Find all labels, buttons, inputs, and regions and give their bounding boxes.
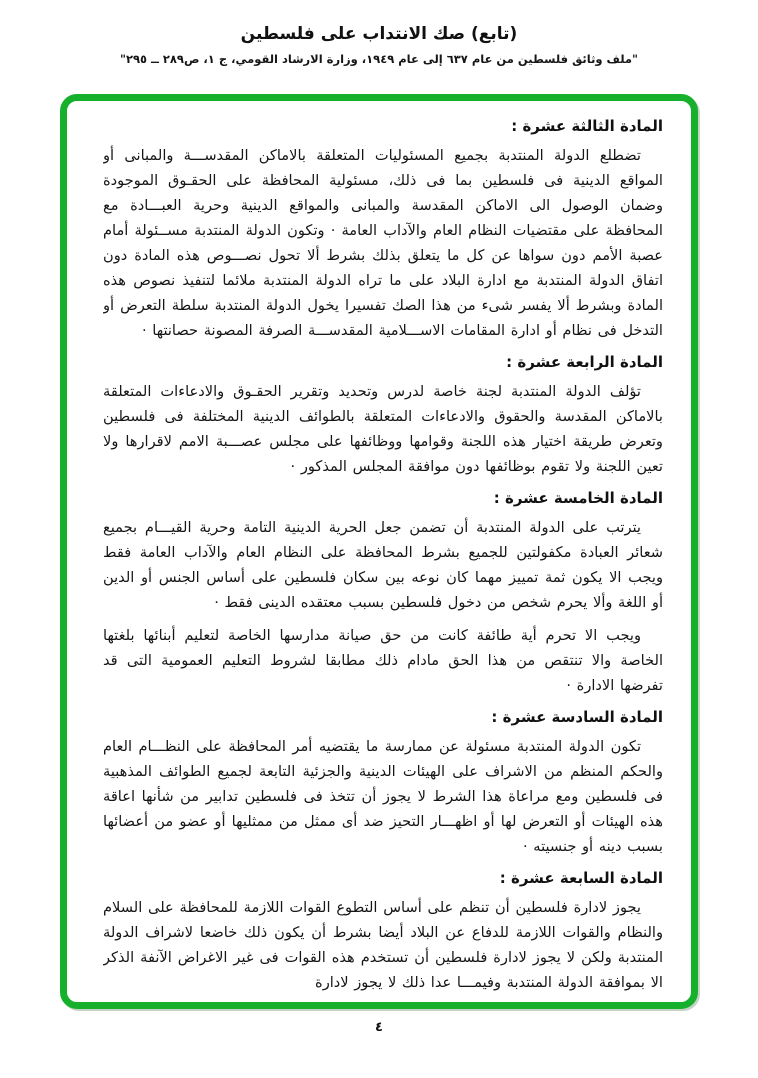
page-header — [0, 24, 758, 66]
document-body — [103, 113, 663, 996]
article-paragraph: تضطلع الدولة المنتدبة بجميع المسئوليات المتعلقة بالاماكن المقدســـة والمبانى أو المواقع الدينية فى فلسطين بما فى ذلك، مسئولية المحافظة على الحقـوق الموجودة وضمان الوصول الى الاماكن المقدسة والمبانى والمواقع الدينية وحرية العبـــادة مع المحافظة على مقتضيات النظام العام والآداب العامة · وتكون الدولة المنتدبة مســئولة أمام عصبة الأمم دون سواها عن كل ما يتعلق بذلك بشرط ألا تحول نصـــوص هذه المادة دون اتفاق الدولة المنتدبة مع ادارة البلاد على ما تراه الدولة المنتدبة ملائما لتنفيذ نصوص هذه المادة وبشرط ألا يفسر شىء من هذا الصك تفسيرا يخول الدولة المنتدبة سلطة التعرض أو التدخل فى نظام أو ادارة المقامات الاســـلامية المقدســـة الصرفة المصونة حصانتها · — [103, 147, 663, 339]
document-border-frame — [60, 94, 698, 1009]
article-heading: المادة السادسة عشرة : — [491, 708, 663, 726]
article-paragraph: يجوز لادارة فلسطين أن تنظم على أساس التطوع القوات اللازمة للمحافظة على السلام والنظام والقوات اللازمة للدفاع عن البلاد أيضا بشرط أن يكون ذلك خاضعا لاشراف الدولة المنتدبة ولكن لا يجوز لادارة فلسطين أن تستخدم هذه القوات فى غير الاغراض الآنفة الذكر الا بموافقة الدولة المنتدبة وفيمـــا عدا ذلك لا يجوز لادارة — [103, 899, 663, 991]
article-section — [103, 489, 663, 698]
article-section — [103, 353, 663, 479]
page-number: ٤ — [375, 1020, 383, 1035]
article-paragraph: يترتب على الدولة المنتدبة أن تضمن جعل الحرية الدينية التامة وحرية القيـــام بجميع شعائر العبادة مكفولتين للجميع بشرط المحافظة على النظام العام والآداب العامة فقط ويجب الا يكون ثمة تمييز مهما كان نوعه بين سكان فلسطين على أساس الجنس أو الدين أو اللغة وألا يحرم شخص من دخول فلسطين بسبب معتقده الدينى فقط · — [103, 519, 663, 611]
article-paragraphs — [103, 379, 663, 479]
article-paragraphs — [103, 515, 663, 698]
article-paragraph: ويجب الا تحرم أية طائفة كانت من حق صيانة مدارسها الخاصة لتعليم أبنائها بلغتها الخاصة والا تنتقص من هذا الحق مادام ذلك مطابقا لشروط التعليم العمومية التى قد تفرضها الادارة · — [103, 627, 663, 694]
article-paragraph: تؤلف الدولة المنتدبة لجنة خاصة لدرس وتحديد وتقرير الحقـوق والادعاءات المتعلقة بالاماكن المقدسة والحقوق والادعاءات المتعلقة بالطوائف الدينية المختلفة فى فلسطين وتعرض طريقة اختيار هذه اللجنة وقوامها ووظائفها على مجلس عصـــبة الامم لاقرارها ولا تعين اللجنة ولا تقوم بوظائفها دون موافقة المجلس المذكور · — [103, 383, 663, 475]
source-citation: "ملف وثائق فلسطين من عام ٦٣٧ إلى عام ١٩٤٩، وزارة الارشاد القومي، ج ١، ص٢٨٩ ــ ٢٩٥" — [119, 52, 639, 66]
articles — [103, 117, 663, 995]
article-section — [103, 708, 663, 859]
article-paragraphs — [103, 734, 663, 859]
article-heading: المادة الرابعة عشرة : — [506, 353, 663, 371]
page-title: (تابع) صك الانتداب على فلسطين — [240, 24, 518, 44]
article-paragraphs — [103, 143, 663, 343]
article-section — [103, 869, 663, 995]
article-paragraph: تكون الدولة المنتدبة مسئولة عن ممارسة ما يقتضيه أمر المحافظة على النظـــام العام والحكم المنظم من الاشراف على الهيئات الدينية والجزئية التابعة لجميع الطوائف المذهبية فى فلسطين ومع مراعاة هذا الشرط لا يجوز أن تتخذ فى فلسطين تدابير من شأنها اعاقة هذه الهيئات أو التعرض لها أو اظهـــار التحيز ضد أى ممثل من ممثليها أو عضو من أعضائها بسبب دينه أو جنسيته · — [103, 738, 663, 855]
article-heading: المادة الخامسة عشرة : — [493, 489, 663, 507]
article-heading: المادة الثالثة عشرة : — [511, 117, 663, 135]
article-heading: المادة السابعة عشرة : — [499, 869, 663, 887]
article-paragraphs — [103, 895, 663, 995]
article-section — [103, 117, 663, 343]
